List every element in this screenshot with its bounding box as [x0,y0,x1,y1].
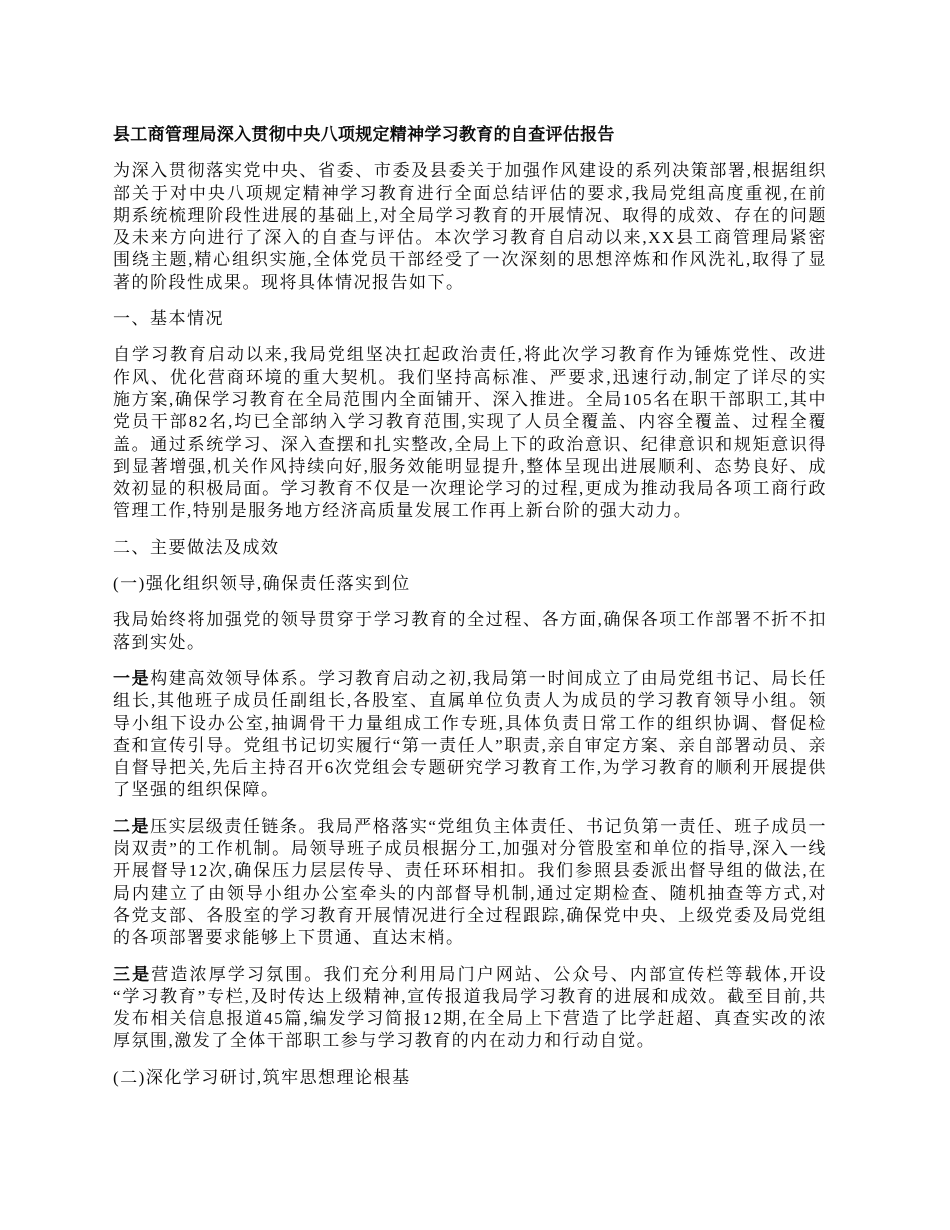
point-two-paragraph [113,816,827,950]
point-one-paragraph [113,668,827,802]
point-three-paragraph [113,964,827,1053]
point-three-text: 营造浓厚学习氛围。我们充分利用局门户网站、公众号、内部宣传栏等载体,开设“学习教育”专栏,及时传达上级精神,宣传报道我局学习教育的进展和成效。截至目前,共发布相关信息报道45篇,编发学习简报12期,在全局上下营造了比学赶超、真查实改的浓厚氛围,激发了全体干部职工参与学习教育的内在动力和行动自觉。 [113,964,828,1051]
section-heading-basic-situation: 一、基本情况 [113,309,224,329]
point-two-lead: 二是 [113,816,151,836]
subsection-heading-deepen-study: (二)深化学习研讨,筑牢思想理论根基 [113,1067,411,1087]
basic-situation-paragraph: 自学习教育启动以来,我局党组坚决扛起政治责任,将此次学习教育作为锤炼党性、改进作风、优化营商环境的重大契机。我们坚持高标准、严要求,迅速行动,制定了详尽的实施方案,确保学习教育在全局范围内全面铺开、深入推进。全局105名在职干部职工,其中党员干部82名,均已全部纳入学习教育范围,实现了人员全覆盖、内容全覆盖、过程全覆盖。通过系统学习、深入查摆和扎实整改,全局上下的政治意识、纪律意识和规矩意识得到显著增强,机关作风持续向好,服务效能明显提升,整体呈现出进展顺利、态势良好、成效初显的积极局面。学习教育不仅是一次理论学习的过程,更成为推动我局各项工商行政管理工作,特别是服务地方经济高质量发展工作再上新台阶的强大动力。 [113,345,827,521]
subsection-heading-organization-leadership: (一)强化组织领导,确保责任落实到位 [113,574,411,594]
leadership-summary-paragraph: 我局始终将加强党的领导贯穿于学习教育的全过程、各方面,确保各项工作部署不折不扣落到实处。 [113,610,827,652]
section-heading-main-practices: 二、主要做法及成效 [113,537,280,557]
point-one-lead: 一是 [113,668,151,688]
point-three-lead: 三是 [113,964,152,984]
document-title: 县工商管理局深入贯彻中央八项规定精神学习教育的自查评估报告 [113,125,615,144]
intro-paragraph: 为深入贯彻落实党中央、省委、市委及县委关于加强作风建设的系列决策部署,根据组织部关于对中央八项规定精神学习教育进行全面总结评估的要求,我局党组高度重视,在前期系统梳理阶段性进展的基础上,对全局学习教育的开展情况、取得的成效、存在的问题及未来方向进行了深入的自查与评估。本次学习教育自启动以来,XX县工商管理局紧密围绕主题,精心组织实施,全体党员干部经受了一次深刻的思想淬炼和作风洗礼,取得了显著的阶段性成果。现将具体情况报告如下。 [113,161,827,292]
point-two-text: 压实层级责任链条。我局严格落实“党组负主体责任、书记负第一责任、班子成员一岗双责”的工作机制。局领导班子成员根据分工,加强对分管股室和单位的指导,深入一线开展督导12次,确保压力层层传导、责任环环相扣。我们参照县委派出督导组的做法,在局内建立了由领导小组办公室牵头的内部督导机制,通过定期检查、随机抽查等方式,对各党支部、各股室的学习教育开展情况进行全过程跟踪,确保党中央、上级党委及局党组的各项部署要求能够上下贯通、直达末梢。 [113,816,828,948]
point-one-text: 构建高效领导体系。学习教育启动之初,我局第一时间成立了由局党组书记、局长任组长,其他班子成员任副组长,各股室、直属单位负责人为成员的学习教育领导小组。领导小组下设办公室,抽调骨干力量组成工作专班,具体负责日常工作的组织协调、督促检查和宣传引导。党组书记切实履行“第一责任人”职责,亲自审定方案、亲自部署动员、亲自督导把关,先后主持召开6次党组会专题研究学习教育工作,为学习教育的顺利开展提供了坚强的组织保障。 [113,668,828,800]
